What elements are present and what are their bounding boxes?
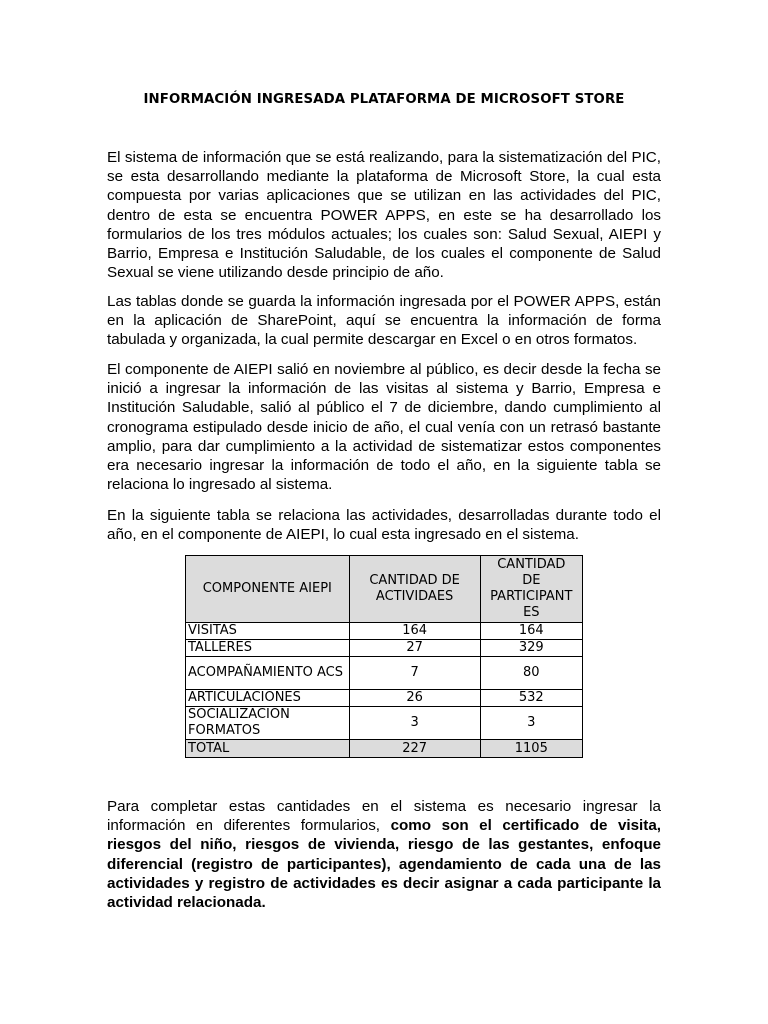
paragraph-table-intro: En la siguiente tabla se relaciona las actividades, desarrolladas durante todo el año, en el componente de AIEPI, lo cual esta ingresado en el sistema. — [107, 507, 661, 544]
paragraph-forms-plain-text: Para completar estas cantidades en el sistema es necesario ingresar la información en diferentes formularios, — [107, 798, 661, 835]
total-label: TOTAL — [186, 740, 350, 758]
paragraph-aiepi-release: El componente de AIEPI salió en noviembre al público, es decir desde la fecha se inició a ingresar la información de las visitas al sistema y Barrio, Empresa e Institución Saludable, salió al público el 7 de diciembre, dando cumplimiento al cronograma estipulado desde inicio de año, el cual venía con un retrasó bastante amplio, para dar cumplimiento a la actividad de sistematizar estos componentes era necesario ingresar la información de todo el año, en la siguiente tabla se relaciona lo ingresado al sistema. — [107, 361, 661, 494]
table-header-row — [186, 556, 583, 623]
header-componente-aiepi: COMPONENTE AIEPI — [186, 556, 350, 623]
row-participantes: 329 — [480, 640, 582, 657]
header-cantidad-participantes: CANTIDAD DE PARTICIPANT ES — [480, 556, 582, 623]
table-row — [186, 707, 583, 740]
total-actividades: 227 — [349, 740, 480, 758]
row-actividades: 27 — [349, 640, 480, 657]
row-actividades: 7 — [349, 657, 480, 690]
row-actividades: 3 — [349, 707, 480, 740]
table-row — [186, 657, 583, 690]
row-name: ACOMPAÑAMIENTO ACS — [186, 657, 350, 690]
row-participantes: 80 — [480, 657, 582, 690]
header-cantidad-actividades: CANTIDAD DE ACTIVIDAES — [349, 556, 480, 623]
row-name: ARTICULACIONES — [186, 690, 350, 707]
total-participantes: 1105 — [480, 740, 582, 758]
table-row — [186, 690, 583, 707]
row-participantes: 3 — [480, 707, 582, 740]
row-actividades: 164 — [349, 623, 480, 640]
row-participantes: 532 — [480, 690, 582, 707]
row-name: SOCIALIZACION FORMATOS — [186, 707, 350, 740]
aiepi-activities-table — [185, 555, 583, 758]
row-participantes: 164 — [480, 623, 582, 640]
table-row — [186, 623, 583, 640]
row-name: VISITAS — [186, 623, 350, 640]
paragraph-forms-bold-text: como son el certificado de visita, riesgos del niño, riesgos de vivienda, riesgo de las gestantes, enfoque diferencial (registro de participantes), agendamiento de cada una de las actividades y registro de actividades es decir asignar a cada participante la actividad relacionada. — [107, 817, 662, 912]
paragraph-forms-required — [107, 797, 661, 912]
row-name: TALLERES — [186, 640, 350, 657]
table-total-row — [186, 740, 583, 758]
paragraph-system-description: El sistema de información que se está realizando, para la sistematización del PIC, se esta desarrollando mediante la plataforma de Microsoft Store, la cual esta compuesta por varias aplicaciones que se utilizan en las actividades del PIC, dentro de esta se encuentra POWER APPS, en este se ha desarrollado los formularios de los tres módulos actuales; los cuales son: Salud Sexual, AIEPI y Barrio, Empresa e Institución Saludable, de los cuales el componente de Salud Sexual se viene utilizando desde principio de año. — [107, 149, 661, 282]
document-title: INFORMACIÓN INGRESADA PLATAFORMA DE MICROSOFT STORE — [143, 92, 625, 107]
table-row — [186, 640, 583, 657]
row-actividades: 26 — [349, 690, 480, 707]
paragraph-sharepoint-tables: Las tablas donde se guarda la información ingresada por el POWER APPS, están en la aplicación de SharePoint, aquí se encuentra la información de forma tabulada y organizada, la cual permite descargar en Excel o en otros formatos. — [107, 293, 661, 349]
